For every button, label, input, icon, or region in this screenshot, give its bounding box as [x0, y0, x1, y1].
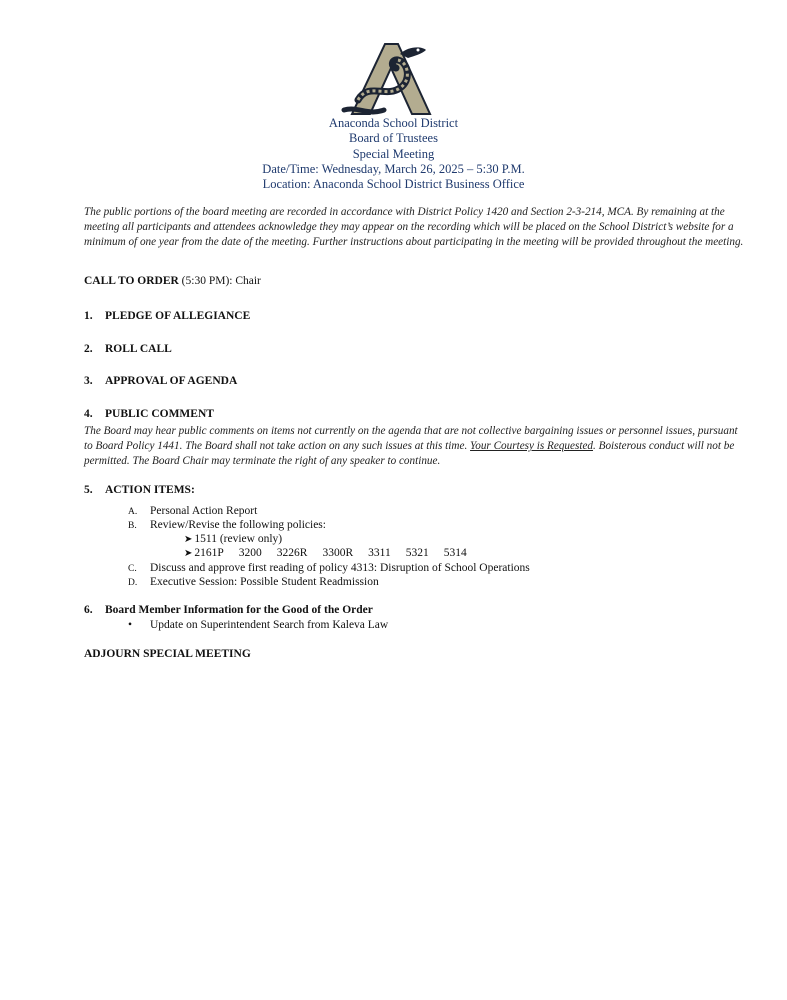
- agenda-section-good-of-order: [84, 604, 373, 616]
- section-title: PUBLIC COMMENT: [105, 408, 214, 420]
- policy-number: 2161P: [194, 547, 224, 559]
- arrow-bullet-icon: ➤: [184, 548, 193, 559]
- policy-number: 3200: [238, 547, 262, 559]
- policy-number: 5314: [443, 547, 467, 559]
- agenda-section-public-comment: [84, 408, 214, 420]
- item-letter: B.: [128, 521, 137, 531]
- call-to-order-detail: (5:30 PM): Chair: [178, 275, 261, 287]
- agenda-section-approval: [84, 375, 237, 387]
- item-letter: D.: [128, 578, 138, 588]
- district-logo: [338, 40, 433, 120]
- board-name: Board of Trustees: [349, 131, 438, 146]
- call-to-order-label: CALL TO ORDER: [84, 275, 179, 287]
- item-letter: C.: [128, 564, 137, 574]
- section-number: 4.: [84, 408, 93, 420]
- section-title: ACTION ITEMS:: [105, 484, 195, 496]
- section-number: 5.: [84, 484, 93, 496]
- district-name: Anaconda School District: [328, 116, 459, 130]
- item-letter: A.: [128, 507, 138, 517]
- good-of-order-item: [128, 619, 388, 631]
- policy-review-line: [184, 533, 282, 545]
- item-text: Discuss and approve first reading of policy 4313: Disruption of School Operations: [150, 562, 530, 574]
- section-title: ROLL CALL: [105, 343, 172, 355]
- item-text: Personal Action Report: [150, 505, 258, 517]
- meeting-type: Special Meeting: [352, 146, 435, 161]
- public-comment-part2: . Boisterous conduct will not be permitted. The Board Chair may terminate the right of any speaker to continue.: [84, 440, 735, 468]
- section-title: APPROVAL OF AGENDA: [105, 375, 238, 387]
- courtesy-requested: Your Courtesy is Requested: [470, 440, 594, 453]
- call-to-order: [84, 275, 261, 287]
- item-text: Review/Revise the following policies:: [150, 519, 326, 531]
- public-comment-text: [84, 424, 744, 470]
- arrow-bullet-icon: ➤: [184, 534, 193, 545]
- policy-list-line: [184, 547, 482, 559]
- agenda-section-roll-call: [84, 343, 172, 355]
- item-text: Executive Session: Possible Student Readmission: [150, 576, 379, 588]
- adjourn-heading: ADJOURN SPECIAL MEETING: [84, 648, 251, 660]
- section-title: Board Member Information for the Good of the Order: [105, 604, 373, 616]
- section-number: 1.: [84, 310, 93, 322]
- policy-number: 3226R: [276, 547, 308, 559]
- policy-number: 5321: [405, 547, 429, 559]
- action-item-d: [128, 576, 379, 588]
- section-title: PLEDGE OF ALLEGIANCE: [105, 310, 251, 322]
- meeting-datetime: Date/Time: Wednesday, March 26, 2025 – 5:30 P.M.: [262, 161, 525, 176]
- action-item-c: [128, 562, 530, 574]
- policy-review-text: 1511 (review only): [194, 533, 283, 545]
- action-item-a: [128, 505, 257, 517]
- agenda-section-pledge: [84, 310, 250, 322]
- agenda-section-action-items: [84, 484, 195, 496]
- section-number: 6.: [84, 604, 93, 616]
- recording-notice: The public portions of the board meeting are recorded in accordance with District Policy 1420 and Section 2-3-214, MCA. By remaining at the meeting all participants and attendees acknowledge they may appear on the recording which will be placed on the School District’s website for a minimum of one year from the date of the meeting. Further instructions about participating in the meeting will be provided throughout the meeting.: [84, 206, 744, 249]
- public-comment-part1: The Board may hear public comments on items not currently on the agenda that are not collective bargaining issues or personnel issues, pursuant to Board Policy 1441. The Board shall not take action on any such issues at this time.: [84, 425, 738, 453]
- policy-number: 3311: [368, 547, 391, 559]
- action-item-b: [128, 519, 326, 531]
- section-number: 3.: [84, 375, 93, 387]
- item-text: Update on Superintendent Search from Kaleva Law: [150, 619, 389, 631]
- section-number: 2.: [84, 343, 93, 355]
- meeting-location: Location: Anaconda School District Business Office: [262, 177, 525, 192]
- bullet-icon: •: [128, 619, 133, 631]
- meeting-header: [0, 116, 787, 192]
- policy-number: 3300R: [322, 547, 354, 559]
